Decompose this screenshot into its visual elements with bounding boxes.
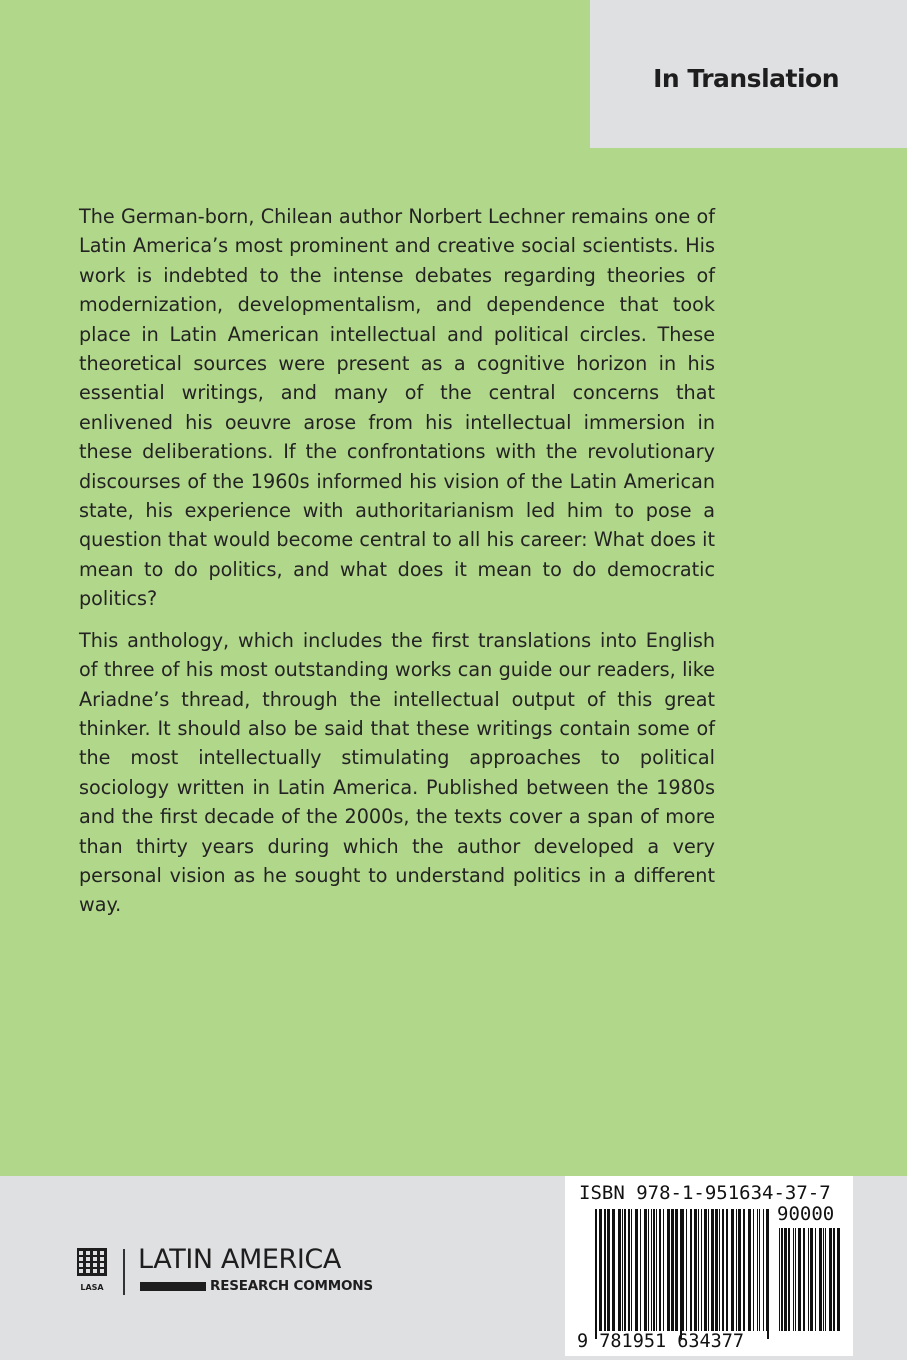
barcode-bar — [748, 1209, 751, 1331]
barcode-addon-bar — [808, 1228, 809, 1331]
barcode-panel — [565, 1176, 853, 1356]
barcode-bar — [604, 1209, 606, 1331]
barcode-bar — [607, 1209, 610, 1331]
barcode-bar — [675, 1209, 678, 1331]
barcode-addon-bar — [793, 1228, 794, 1331]
barcode-bar — [631, 1209, 632, 1331]
barcode-bar — [648, 1209, 649, 1331]
barcode-bar — [628, 1209, 630, 1331]
barcode-addon-bar — [823, 1228, 824, 1331]
barcode-bar — [618, 1209, 621, 1331]
barcode-bar — [671, 1209, 674, 1331]
barcode-bar — [757, 1209, 758, 1331]
barcode-bar — [659, 1209, 661, 1331]
barcode-bar — [722, 1209, 724, 1331]
barcode-bar — [736, 1209, 737, 1331]
barcode-bar — [686, 1209, 687, 1331]
barcode-guard — [767, 1209, 769, 1339]
barcode-bar — [726, 1209, 728, 1331]
barcode-bar — [731, 1209, 734, 1331]
barcode-bar — [663, 1209, 664, 1331]
barcode-addon-bar — [837, 1228, 840, 1331]
barcode-bar — [644, 1209, 647, 1331]
series-title: In Translation — [653, 64, 839, 93]
publisher-name: LATIN AMERICA — [138, 1244, 341, 1275]
barcode-bar — [653, 1209, 655, 1331]
barcode-bar — [698, 1209, 699, 1331]
barcode-addon-bar — [798, 1228, 801, 1331]
barcode-addon-bar — [815, 1228, 816, 1331]
publisher-divider — [123, 1249, 125, 1295]
barcode-bar — [708, 1209, 709, 1331]
barcode-bar — [635, 1209, 638, 1331]
barcode-bar — [612, 1209, 615, 1331]
price-code: 90000 — [777, 1203, 835, 1225]
barcode-bar — [667, 1209, 670, 1331]
barcode-addon-bar — [833, 1228, 835, 1331]
lasa-label: LASA — [80, 1283, 104, 1292]
lasa-grid-icon — [77, 1248, 107, 1276]
barcode-bar — [715, 1209, 718, 1331]
publisher-subtitle: RESEARCH COMMONS — [210, 1278, 373, 1294]
barcode-bar — [690, 1209, 692, 1331]
barcode-bar — [622, 1209, 623, 1331]
ean-digits: 9 781951 634377 — [577, 1331, 745, 1352]
barcode-addon-bar — [829, 1228, 832, 1331]
blurb-paragraph-1: The German-born, Chilean author Norbert Lechner remains one of Latin America’s most prominent and creative social scientists. His work is indebted to the intense debates regarding theories of modernization, developmentalism, and dependence that took place in Latin American intellectual and political circles. These theoretical sources were present as a cognitive horizon in his essential writings, and many of the central concerns that enlivened his oeuvre arose from his intellectual immersion in these deliberations. If the confrontations with the revolutionary discourses of the 1960s informed his vision of the Latin American state, his experience with authoritarianism led him to pose a question that would become central to all his career: What does it mean to do politics, and what does it mean to do democratic politics? — [79, 205, 715, 611]
back-cover-blurb — [79, 202, 715, 932]
barcode-addon-bar — [810, 1228, 813, 1331]
publisher-bar — [140, 1282, 206, 1291]
barcode-addon-bar — [819, 1228, 822, 1331]
barcode-bar — [743, 1209, 745, 1331]
barcode-bar — [640, 1209, 641, 1331]
barcode-bar — [711, 1209, 714, 1331]
barcode-guard — [595, 1209, 597, 1339]
barcode-bar — [599, 1209, 602, 1331]
barcode-bar — [656, 1209, 657, 1331]
blurb-paragraph-2: This anthology, which includes the first translations into English of three of his most outstanding works can guide our readers, like Ariadne’s thread, through the intellectual output of this great thinker. It should also be said that these writings contain some of the most intellectually stimulating approaches to political sociology written in Latin America. Published between the 1980s and the first decade of the 2000s, the texts cover a span of more than thirty years during which the author developed a very personal vision as he sought to understand politics in a different way. — [79, 628, 715, 917]
barcode-addon-bar — [795, 1228, 796, 1331]
barcode-bar — [694, 1209, 697, 1331]
barcode-bar — [719, 1209, 720, 1331]
barcode-bar — [624, 1209, 626, 1331]
barcode-bar — [759, 1209, 760, 1331]
series-panel — [590, 0, 907, 148]
barcode-bar — [738, 1209, 741, 1331]
barcode-bar — [651, 1209, 652, 1331]
barcode-bar — [704, 1209, 707, 1331]
barcode-bar — [753, 1209, 754, 1331]
barcode-bar — [701, 1209, 702, 1331]
barcode-addon-bar — [784, 1228, 787, 1331]
barcode-guard — [680, 1209, 682, 1339]
barcode-bar — [763, 1209, 764, 1331]
barcode-addon-bar — [788, 1228, 790, 1331]
barcode-addon-bar — [781, 1228, 783, 1331]
isbn-label: ISBN 978-1-951634-37-7 — [579, 1182, 831, 1204]
barcode-addon-bar — [779, 1228, 780, 1331]
barcode-addon-bar — [803, 1228, 805, 1331]
barcode-addon-bar — [825, 1228, 826, 1331]
